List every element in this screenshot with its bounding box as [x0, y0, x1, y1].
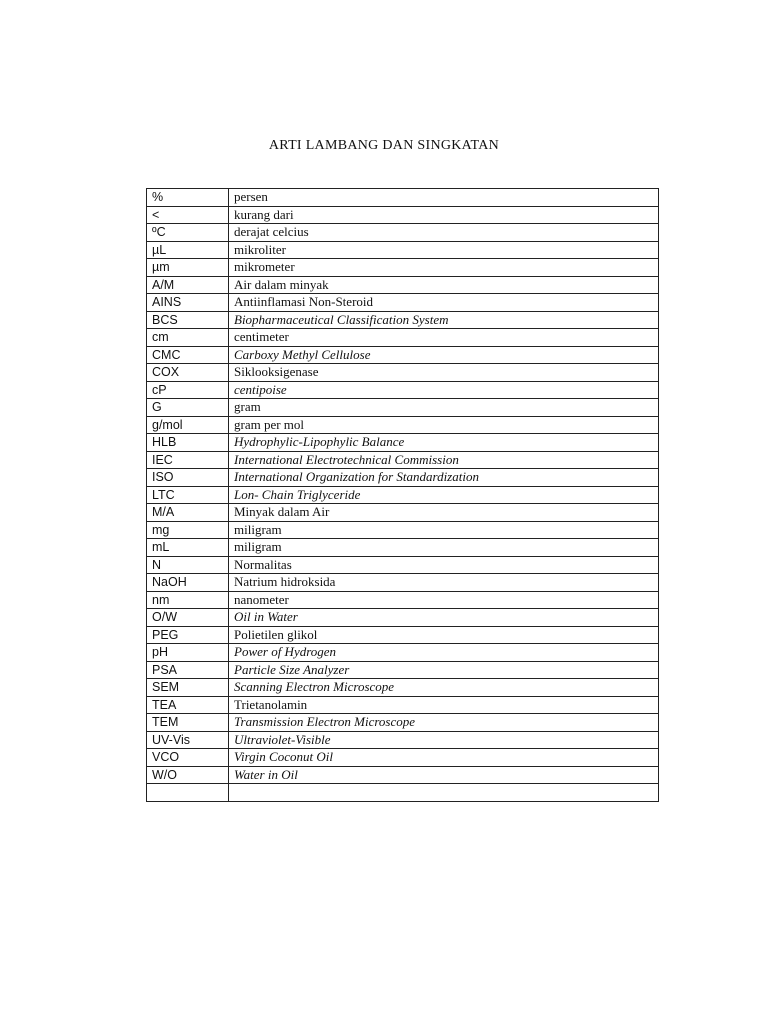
abbreviation-meaning: Natrium hidroksida: [229, 574, 659, 592]
abbreviation-meaning: Antiinflamasi Non-Steroid: [229, 294, 659, 312]
abbreviation-symbol: PSA: [147, 661, 229, 679]
abbreviation-meaning: Oil in Water: [229, 609, 659, 627]
abbreviation-meaning: Ultraviolet-Visible: [229, 731, 659, 749]
table-row: [147, 661, 659, 679]
abbreviation-meaning: derajat celcius: [229, 224, 659, 242]
abbreviation-meaning: persen: [229, 189, 659, 207]
page-title: ARTI LAMBANG DAN SINGKATAN: [268, 138, 500, 153]
table-row: [147, 556, 659, 574]
abbreviation-meaning: Trietanolamin: [229, 696, 659, 714]
abbreviation-meaning: [229, 784, 659, 802]
table-row: [147, 241, 659, 259]
abbreviation-symbol: mL: [147, 539, 229, 557]
table-row: [147, 749, 659, 767]
abbreviation-meaning: Scanning Electron Microscope: [229, 679, 659, 697]
abbreviation-meaning: Water in Oil: [229, 766, 659, 784]
table-row: [147, 224, 659, 242]
table-row: [147, 311, 659, 329]
table-row: [147, 294, 659, 312]
table-row: [147, 329, 659, 347]
abbreviation-symbol: µL: [147, 241, 229, 259]
abbreviation-meaning: kurang dari: [229, 206, 659, 224]
abbreviation-meaning: International Electrotechnical Commission: [229, 451, 659, 469]
abbreviation-meaning: miligram: [229, 539, 659, 557]
table-row: [147, 591, 659, 609]
table-row: [147, 206, 659, 224]
abbreviation-meaning: Polietilen glikol: [229, 626, 659, 644]
abbreviation-symbol: W/O: [147, 766, 229, 784]
abbreviation-meaning: mikrometer: [229, 259, 659, 277]
abbreviation-meaning: Lon- Chain Triglyceride: [229, 486, 659, 504]
table-row: [147, 696, 659, 714]
abbreviation-symbol: cP: [147, 381, 229, 399]
table-row: [147, 399, 659, 417]
abbreviation-symbol: nm: [147, 591, 229, 609]
abbreviation-symbol: PEG: [147, 626, 229, 644]
abbreviation-symbol: N: [147, 556, 229, 574]
abbreviation-meaning: gram: [229, 399, 659, 417]
table-row: [147, 504, 659, 522]
abbreviation-symbol: µm: [147, 259, 229, 277]
abbreviation-symbol: %: [147, 189, 229, 207]
table-row: [147, 486, 659, 504]
table-row: [147, 346, 659, 364]
abbreviation-symbol: A/M: [147, 276, 229, 294]
abbreviation-meaning: Hydrophylic-Lipophylic Balance: [229, 434, 659, 452]
table-row: [147, 259, 659, 277]
table-row: [147, 416, 659, 434]
table-row: [147, 609, 659, 627]
abbreviation-symbol: O/W: [147, 609, 229, 627]
abbreviation-symbol: M/A: [147, 504, 229, 522]
abbreviation-symbol: CMC: [147, 346, 229, 364]
table-row: [147, 714, 659, 732]
abbreviation-symbol: cm: [147, 329, 229, 347]
abbreviation-meaning: mikroliter: [229, 241, 659, 259]
table-row: [147, 469, 659, 487]
table-row: [147, 574, 659, 592]
abbreviation-meaning: Carboxy Methyl Cellulose: [229, 346, 659, 364]
abbreviation-meaning: centimeter: [229, 329, 659, 347]
abbreviation-meaning: centipoise: [229, 381, 659, 399]
abbreviation-symbol: ºC: [147, 224, 229, 242]
abbreviation-symbol: g/mol: [147, 416, 229, 434]
table-row: [147, 451, 659, 469]
table-row: [147, 784, 659, 802]
abbreviation-meaning: Power of Hydrogen: [229, 644, 659, 662]
abbreviation-meaning: Biopharmaceutical Classification System: [229, 311, 659, 329]
abbreviation-meaning: nanometer: [229, 591, 659, 609]
table-row: [147, 644, 659, 662]
abbreviation-symbol: [147, 784, 229, 802]
table-row: [147, 364, 659, 382]
abbreviation-symbol: mg: [147, 521, 229, 539]
abbreviation-table: [146, 188, 659, 802]
abbreviation-symbol: COX: [147, 364, 229, 382]
abbreviation-symbol: AINS: [147, 294, 229, 312]
abbreviation-symbol: HLB: [147, 434, 229, 452]
abbreviation-meaning: International Organization for Standardization: [229, 469, 659, 487]
table-row: [147, 381, 659, 399]
table-row: [147, 276, 659, 294]
abbreviation-symbol: TEM: [147, 714, 229, 732]
abbreviation-meaning: Transmission Electron Microscope: [229, 714, 659, 732]
table-row: [147, 626, 659, 644]
abbreviation-meaning: Siklooksigenase: [229, 364, 659, 382]
abbreviation-symbol: pH: [147, 644, 229, 662]
abbreviation-meaning: miligram: [229, 521, 659, 539]
abbreviation-symbol: ISO: [147, 469, 229, 487]
abbreviation-meaning: Particle Size Analyzer: [229, 661, 659, 679]
abbreviation-symbol: SEM: [147, 679, 229, 697]
abbreviation-symbol: G: [147, 399, 229, 417]
table-row: [147, 521, 659, 539]
table-row: [147, 731, 659, 749]
abbreviation-meaning: Virgin Coconut Oil: [229, 749, 659, 767]
abbreviation-symbol: UV-Vis: [147, 731, 229, 749]
abbreviation-meaning: Normalitas: [229, 556, 659, 574]
abbreviation-meaning: Minyak dalam Air: [229, 504, 659, 522]
abbreviation-symbol: NaOH: [147, 574, 229, 592]
abbreviation-meaning: Air dalam minyak: [229, 276, 659, 294]
abbreviation-symbol: BCS: [147, 311, 229, 329]
table-row: [147, 189, 659, 207]
abbreviation-symbol: IEC: [147, 451, 229, 469]
abbreviation-symbol: <: [147, 206, 229, 224]
table-row: [147, 766, 659, 784]
abbreviation-symbol: TEA: [147, 696, 229, 714]
table-row: [147, 434, 659, 452]
abbreviation-symbol: LTC: [147, 486, 229, 504]
abbreviation-meaning: gram per mol: [229, 416, 659, 434]
table-row: [147, 679, 659, 697]
table-row: [147, 539, 659, 557]
abbreviation-symbol: VCO: [147, 749, 229, 767]
abbreviation-table-body: [147, 189, 659, 802]
